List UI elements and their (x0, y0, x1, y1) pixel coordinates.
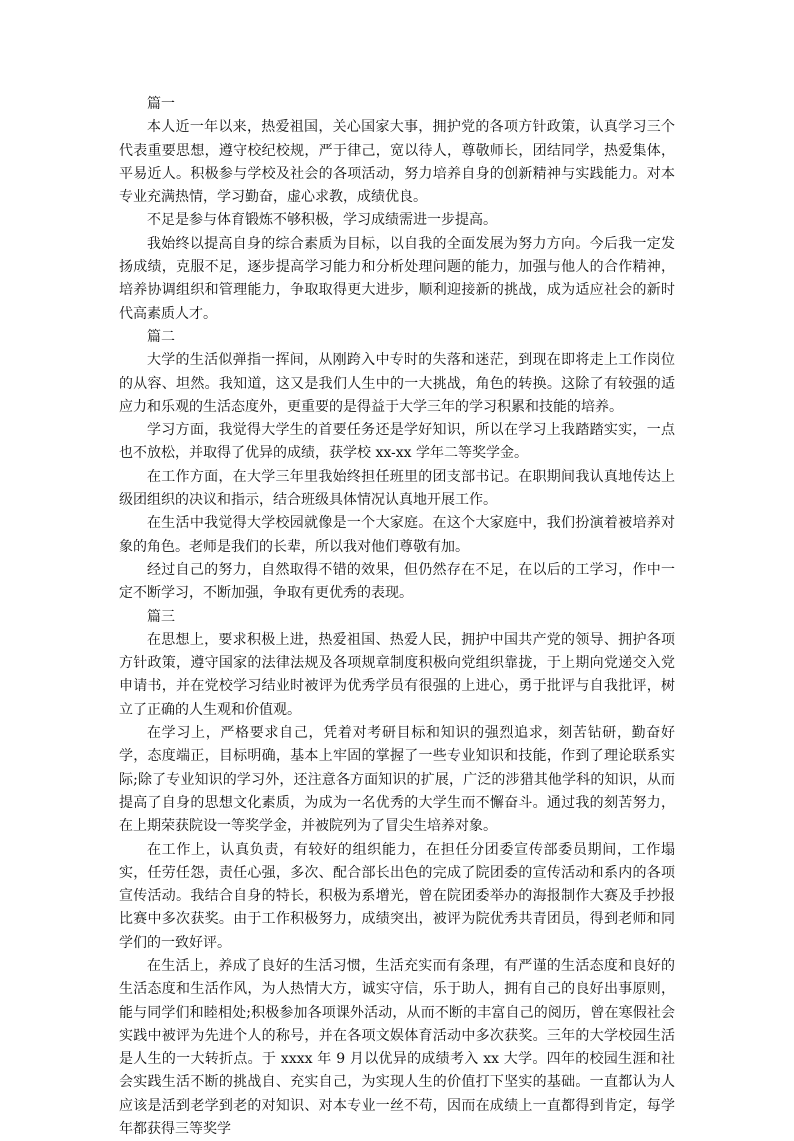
paragraph: 在生活上，养成了良好的生活习惯，生活充实而有条理，有严谨的生活态度和良好的生活态度和生活作风，为人热情大方，诚实守信，乐于助人，拥有自己的良好出事原则，能与同学们和睦相处;积极参加各项课外活动，从而不断的丰富自己的阅历，曾在寒假社会实践中被评为先进个人的称号，并在各项文娱体育活动中多次获奖。三年的大学校园生活是人生的一大转折点。于 xxxx 年 9 月以优异的成绩考入 xx 大学。四年的校园生涯和社会实践生活不断的挑战自、充实自己，为实现人生的价值打下坚实的基础。一直都认为人应该是活到老学到老的对知识、对本专业一丝不苟，因而在成绩上一直都得到肯定，每学年都获得三等奖学 (119, 957, 675, 1138)
paragraph: 本人近一年以来，热爱祖国，关心国家大事，拥护党的各项方针政策，认真学习三个代表重要思想，遵守校纪校规，严于律己，宽以待人，尊敬师长，团结同学，热爱集体，平易近人。积极参与学校及社会的各项活动，努力培养自身的创新精神与实践能力。对本专业充满热情，学习勤奋，虚心求教，成绩优良。 (119, 119, 675, 206)
section-title-3: 篇三 (147, 608, 175, 625)
paragraph: 在生活中我觉得大学校园就像是一个大家庭。在这个大家庭中，我们扮演着被培养对象的角色。老师是我们的长辈，所以我对他们尊敬有加。 (119, 515, 675, 555)
section-title-1: 篇一 (147, 96, 175, 112)
paragraph: 在工作上，认真负责，有较好的组织能力，在担任分团委宣传部委员期间，工作塌实，任劳任怨，责任心强，多次、配合部长出色的完成了院团委的宣传活动和系内的各项宣传活动。我结合自身的特长，积极为系增光，曾在院团委举办的海报制作大赛及手抄报比赛中多次获奖。由于工作积极努力，成绩突出，被评为院优秀共青团员，得到老师和同学们的一致好评。 (119, 841, 675, 951)
paragraph: 经过自己的努力，自然取得不错的效果，但仍然存在不足，在以后的工学习，作中一定不断学习，不断加强，争取有更优秀的表现。 (119, 561, 675, 602)
paragraph: 我始终以提高自身的综合素质为目标，以自我的全面发展为努力方向。今后我一定发扬成绩，克服不足，逐步提高学习能力和分析处理问题的能力，加强与他人的合作精神，培养协调组织和管理能力，争取取得更大进步，顺利迎接新的挑战，成为适应社会的新时代高素质人才。 (119, 235, 675, 322)
paragraph: 在学习上，严格要求自己，凭着对考研目标和知识的强烈追求，刻苦钻研，勤奋好学，态度端正，目标明确，基本上牢固的掌握了一些专业知识和技能，作到了理论联系实际;除了专业知识的学习外，还注意各方面知识的扩展，广泛的涉猎其他学科的知识，从而提高了自身的思想文化素质，为成为一名优秀的大学生而不懈奋斗。通过我的刻苦努力，在上期荣获院设一等奖学金，并被院列为了冒尖生培养对象。 (119, 725, 675, 835)
paragraph: 在工作方面，在大学三年里我始终担任班里的团支部书记。在职期间我认真地传达上级团组织的决议和指示，结合班级具体情况认真地开展工作。 (119, 468, 675, 509)
document-body (119, 93, 675, 1141)
paragraph: 学习方面，我觉得大学生的首要任务还是学好知识，所以在学习上我踏踏实实，一点也不放松，并取得了优异的成绩，获学校 xx-xx 学年二等奖学金。 (119, 422, 675, 462)
paragraph: 不足是参与体育锻炼不够积极，学习成绩需进一步提高。 (147, 212, 497, 229)
paragraph: 大学的生活似弹指一挥间，从刚跨入中专时的失落和迷茫，到现在即将走上工作岗位的从容、坦然。我知道，这又是我们人生中的一大挑战，角色的转换。这除了有较强的适应力和乐观的生活态度外，更重要的是得益于大学三年的学习积累和技能的培养。 (119, 352, 675, 415)
paragraph: 在思想上，要求积极上进，热爱祖国、热爱人民，拥护中国共产党的领导、拥护各项方针政策，遵守国家的法律法规及各项规章制度积极向党组织靠拢，于上期向党递交入党申请书，并在党校学习结业时被评为优秀学员有很强的上进心，勇于批评与自我批评，树立了正确的人生观和价值观。 (119, 631, 675, 718)
section-title-2: 篇二 (147, 328, 175, 345)
